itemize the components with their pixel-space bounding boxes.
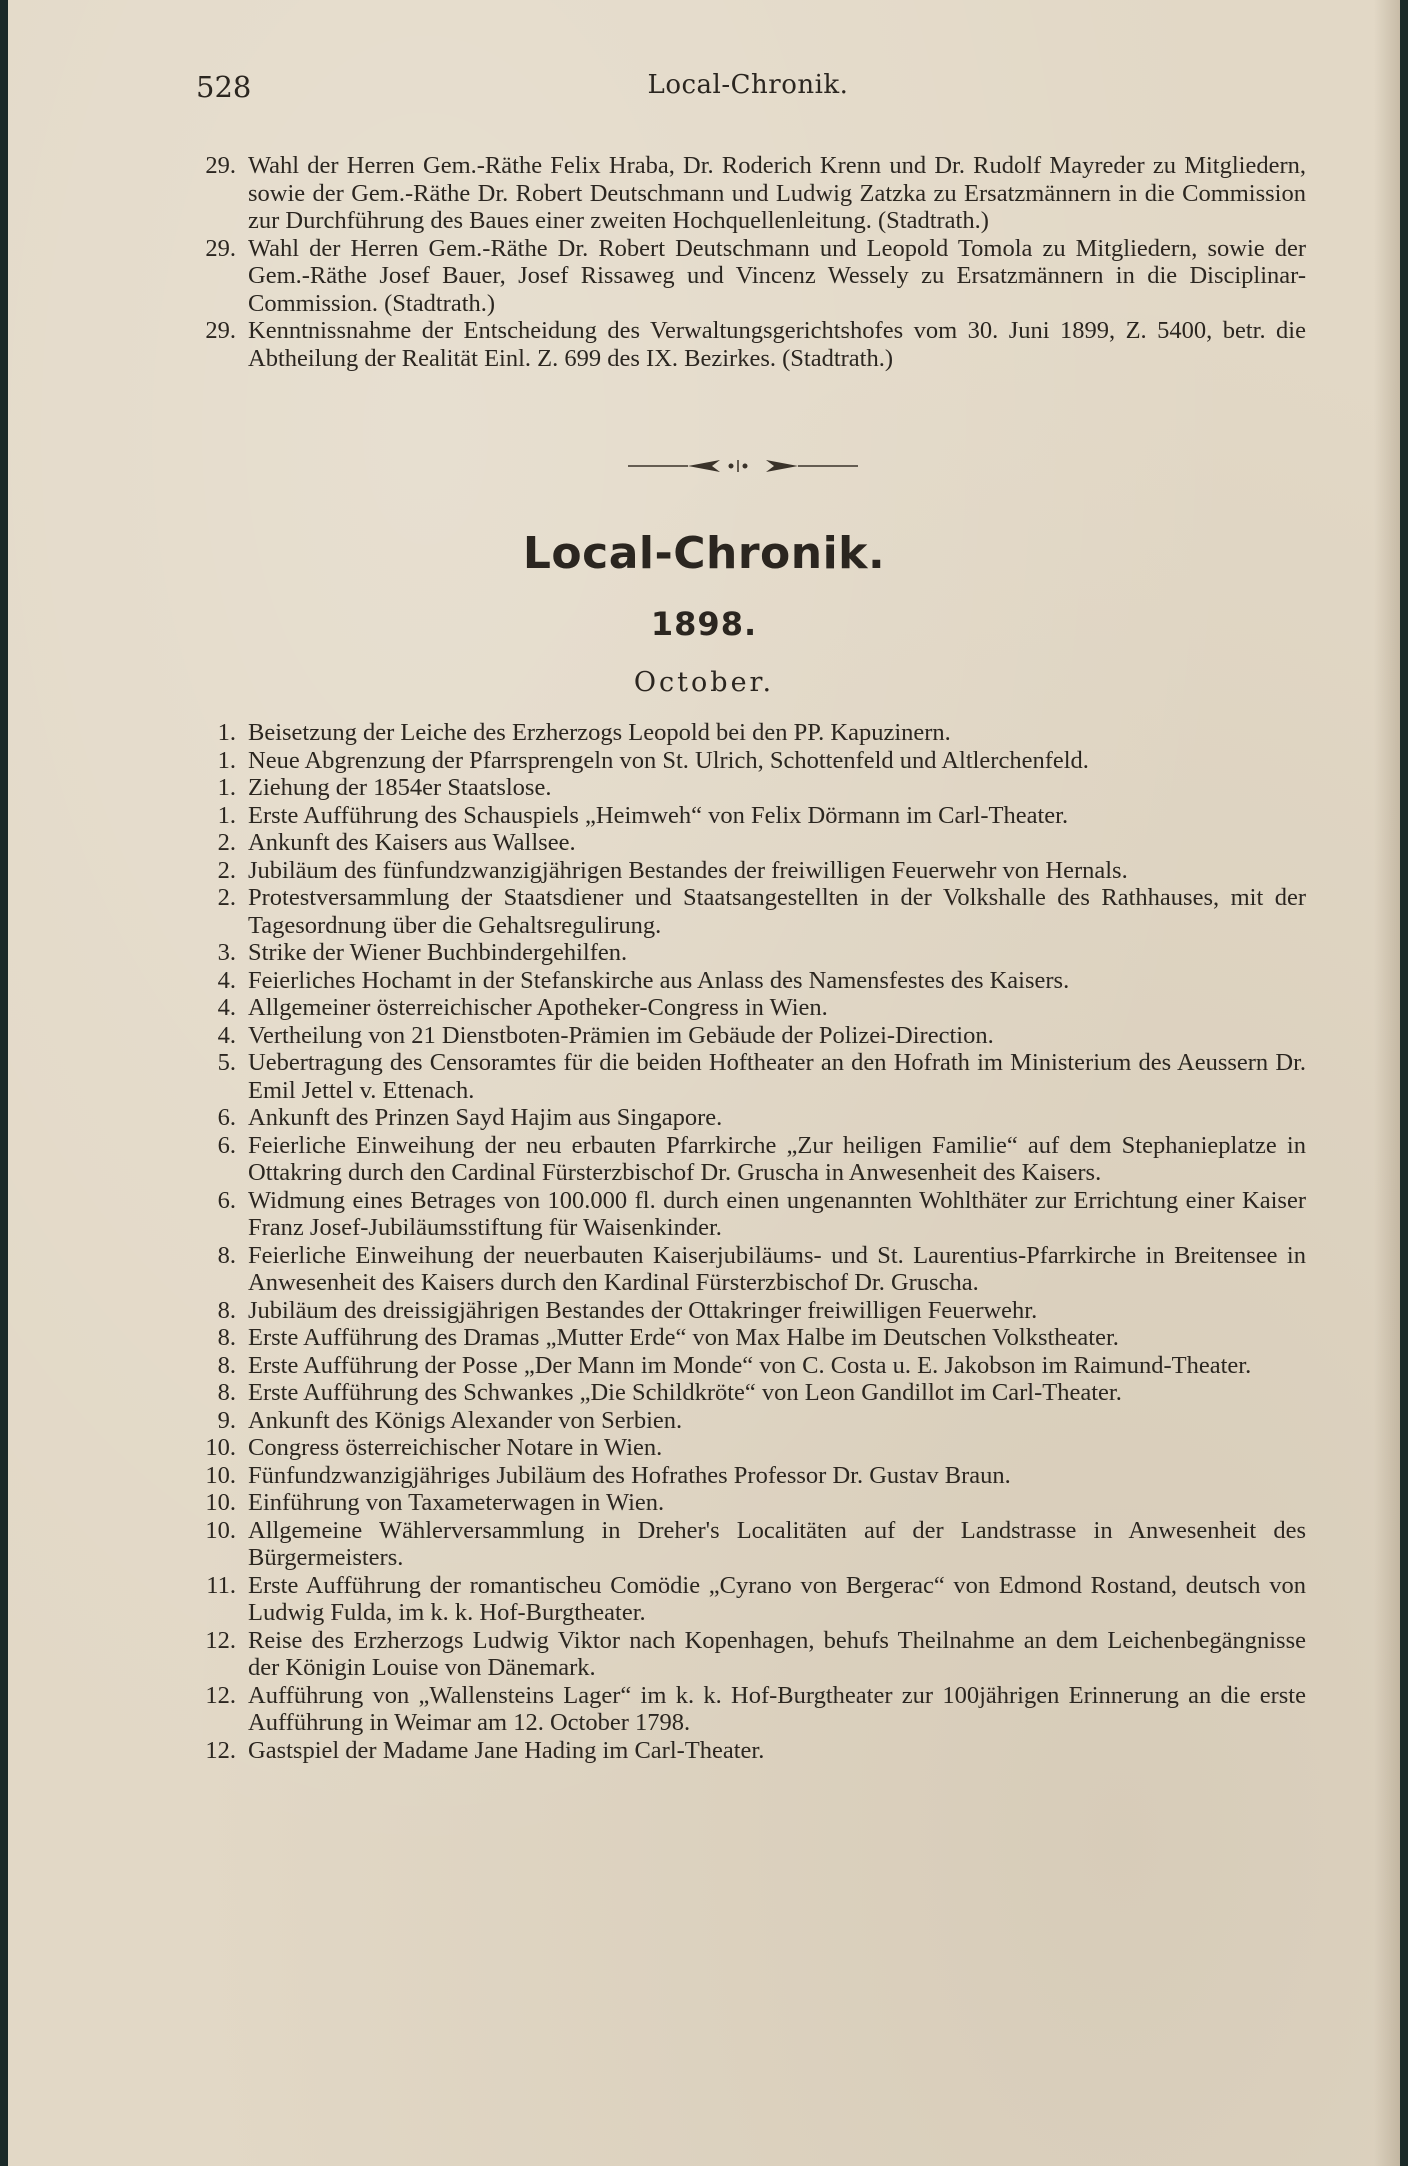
- list-item: [196, 1572, 1306, 1627]
- entry-day: 2.: [217, 829, 236, 856]
- entry-day: 12.: [205, 1736, 236, 1764]
- list-item: [196, 1022, 1306, 1050]
- running-head: [188, 70, 1308, 106]
- entry-day: 10.: [205, 1461, 236, 1489]
- entry-day: 10.: [205, 1489, 236, 1516]
- list-item: [196, 719, 1306, 747]
- list-item: [196, 1517, 1306, 1572]
- entry-day: 6.: [217, 1131, 236, 1159]
- entry-text: Erste Aufführung des Schauspiels „Heimweh“ von Felix Dörmann im Carl-Theater.: [248, 801, 1069, 829]
- list-item: [196, 1132, 1306, 1187]
- entry-text: Wahl der Herren Gem.-Räthe Felix Hraba, Dr. Roderich Krenn und Dr. Rudolf Mayreder zu Mitgliedern, sowie der Gem.-Räthe Dr. Robert Deutschmann und Ludwig Zatzka zu Ersatzmännern in die Commission zur Durchführung des Baues einer zweiten Hochquellenleitung. (Stadtrath.): [248, 152, 1306, 234]
- entry-text: Einführung von Taxameterwagen in Wien.: [248, 1489, 665, 1516]
- entry-text: Aufführung von „Wallensteins Lager“ im k. k. Hof-Burgtheater zur 100jährigen Erinnerung an die erste Aufführung in Weimar am 12. October 1798.: [248, 1681, 1306, 1736]
- entry-day: 1.: [217, 801, 236, 829]
- entry-day: 8.: [217, 1241, 236, 1269]
- entry-text: Ankunft des Königs Alexander von Serbien.: [248, 1406, 683, 1434]
- entry-text: Reise des Erzherzogs Ludwig Viktor nach Kopenhagen, behufs Theilnahme an dem Leichenbegängnisse der Königin Louise von Dänemark.: [248, 1626, 1306, 1681]
- entry-text: Erste Aufführung der Posse „Der Mann im Monde“ von C. Costa u. E. Jakobson im Raimund-Theater.: [248, 1351, 1252, 1379]
- entry-text: Uebertragung des Censoramtes für die beiden Hoftheater an den Hofrath im Ministerium des Aeussern Dr. Emil Jettel v. Ettenach.: [248, 1049, 1306, 1104]
- list-item: [196, 1489, 1306, 1517]
- list-item: [196, 1352, 1306, 1380]
- entry-text: Widmung eines Betrages von 100.000 fl. durch einen ungenannten Wohlthäter zur Errichtung einer Kaiser Franz Josef-Jubiläumsstiftung für Waisenkinder.: [248, 1186, 1306, 1241]
- entry-day: 29.: [205, 152, 236, 179]
- entry-text: Allgemeine Wählerversammlung in Dreher's Localitäten auf der Landstrasse in Anwesenheit des Bürgermeisters.: [248, 1516, 1306, 1571]
- entry-day: 6.: [217, 1104, 236, 1131]
- entry-day: 11.: [206, 1571, 236, 1599]
- entry-day: 1.: [217, 774, 236, 801]
- document-page: [8, 0, 1400, 2166]
- entry-day: 4.: [217, 966, 236, 994]
- list-item: [196, 1682, 1306, 1737]
- page-edge-shadow: [1374, 0, 1400, 2166]
- entry-text: Ziehung der 1854er Staatslose.: [248, 774, 552, 801]
- list-item: [196, 1187, 1306, 1242]
- list-item: [196, 994, 1306, 1022]
- entry-text: Congress österreichischer Notare in Wien.: [248, 1434, 663, 1461]
- chronicle-entries-list: [196, 719, 1306, 1764]
- entry-text: Jubiläum des dreissigjährigen Bestandes der Ottakringer freiwilligen Feuerwehr.: [248, 1296, 1038, 1324]
- entry-day: 8.: [217, 1296, 236, 1324]
- entry-text: Feierliche Einweihung der neu erbauten Pfarrkirche „Zur heiligen Familie“ auf dem Stephanieplatze in Ottakring durch den Cardinal Fürsterzbischof Dr. Gruscha in Anwesenheit des Kaisers.: [248, 1131, 1306, 1186]
- entry-day: 12.: [205, 1626, 236, 1654]
- list-item: [196, 1407, 1306, 1435]
- entry-day: 4.: [217, 994, 236, 1021]
- entry-text: Neue Abgrenzung der Pfarrsprengeln von St. Ulrich, Schottenfeld und Altlerchenfeld.: [248, 746, 1089, 774]
- list-item: [196, 1379, 1306, 1407]
- list-item: [196, 1297, 1306, 1325]
- list-item: [196, 235, 1306, 318]
- list-item: [196, 802, 1306, 830]
- entry-day: 2.: [217, 856, 236, 884]
- list-item: [196, 967, 1306, 995]
- list-item: [196, 939, 1306, 967]
- entry-day: 9.: [217, 1406, 236, 1434]
- list-item: [196, 1434, 1306, 1462]
- list-item: [196, 1242, 1306, 1297]
- entry-day: 1.: [217, 746, 236, 774]
- previous-entries-list: [196, 152, 1306, 372]
- entry-text: Allgemeiner österreichischer Apotheker-Congress in Wien.: [248, 994, 828, 1021]
- entry-text: Erste Aufführung des Schwankes „Die Schildkröte“ von Leon Gandillot im Carl-Theater.: [248, 1379, 1122, 1406]
- entry-day: 5.: [217, 1049, 236, 1076]
- entry-text: Ankunft des Kaisers aus Wallsee.: [248, 829, 576, 856]
- entry-day: 2.: [217, 884, 236, 911]
- entry-text: Feierliches Hochamt in der Stefanskirche aus Anlass des Namensfestes des Kaisers.: [248, 966, 1070, 994]
- section-month: October.: [633, 667, 775, 698]
- entry-day: 29.: [205, 317, 236, 344]
- entry-day: 10.: [205, 1434, 236, 1461]
- entry-day: 8.: [217, 1351, 236, 1379]
- entry-day: 8.: [217, 1379, 236, 1406]
- entry-text: Vertheilung von 21 Dienstboten-Prämien im Gebäude der Polizei-Direction.: [248, 1021, 994, 1049]
- entry-text: Ankunft des Prinzen Sayd Hajim aus Singapore.: [248, 1104, 723, 1131]
- list-item: [196, 829, 1306, 857]
- entry-text: Kenntnissnahme der Entscheidung des Verwaltungsgerichtshofes vom 30. Juni 1899, Z. 5400, betr. die Abtheilung der Realität Einl. Z. 699 des IX. Bezirkes. (Stadtrath.): [248, 317, 1306, 372]
- list-item: [196, 1049, 1306, 1104]
- entry-text: Jubiläum des fünfundzwanzigjährigen Bestandes der freiwilligen Feuerwehr von Hernals.: [248, 856, 1128, 884]
- entry-day: 3.: [217, 939, 236, 966]
- entry-day: 1.: [217, 719, 236, 746]
- list-item: [196, 1462, 1306, 1490]
- list-item: [196, 1737, 1306, 1765]
- entry-text: Wahl der Herren Gem.-Räthe Dr. Robert Deutschmann und Leopold Tomola zu Mitgliedern, sowie der Gem.-Räthe Josef Bauer, Josef Rissaweg und Vincenz Wessely zu Ersatzmännern in die Disciplinar-Commission. (Stadtrath.): [248, 234, 1306, 317]
- list-item: [196, 152, 1306, 235]
- entry-day: 8.: [217, 1324, 236, 1351]
- entry-text: Feierliche Einweihung der neuerbauten Kaiserjubiläums- und St. Laurentius-Pfarrkirche in Breitensee in Anwesenheit des Kaisers durch den Kardinal Fürsterzbischof Dr. Gruscha.: [248, 1241, 1306, 1296]
- entry-text: Beisetzung der Leiche des Erzherzogs Leopold bei den PP. Kapuzinern.: [248, 719, 951, 746]
- list-item: [196, 857, 1306, 885]
- list-item: [196, 774, 1306, 802]
- entry-text: Strike der Wiener Buchbindergehilfen.: [248, 939, 628, 966]
- entry-day: 12.: [205, 1681, 236, 1709]
- list-item: [196, 884, 1306, 939]
- page-number: 528: [196, 70, 252, 104]
- section-year: 1898.: [650, 605, 758, 643]
- list-item: [196, 1324, 1306, 1352]
- section-title: Local-Chronik.: [522, 528, 886, 579]
- list-item: [196, 747, 1306, 775]
- entry-text: Fünfundzwanzigjähriges Jubiläum des Hofrathes Professor Dr. Gustav Braun.: [248, 1461, 1011, 1489]
- list-item: [196, 1627, 1306, 1682]
- entry-text: Erste Aufführung der romantischeu Comödie „Cyrano von Bergerac“ von Edmond Rostand, deutsch von Ludwig Fulda, im k. k. Hof-Burgtheater.: [248, 1571, 1306, 1626]
- entry-text: Gastspiel der Madame Jane Hading im Carl-Theater.: [248, 1736, 765, 1764]
- entry-text: Erste Aufführung des Dramas „Mutter Erde“ von Max Halbe im Deutschen Volkstheater.: [248, 1324, 1119, 1351]
- list-item: [196, 1104, 1306, 1132]
- running-title: Local-Chronik.: [647, 70, 849, 100]
- ornament-divider-icon: [628, 452, 858, 480]
- entry-day: 29.: [205, 234, 236, 262]
- entry-day: 6.: [217, 1186, 236, 1214]
- entry-text: Protestversammlung der Staatsdiener und Staatsangestellten in der Volkshalle des Rathhauses, mit der Tagesordnung über die Gehaltsregulirung.: [248, 884, 1306, 939]
- entry-day: 10.: [205, 1516, 236, 1544]
- entry-day: 4.: [217, 1021, 236, 1049]
- list-item: [196, 317, 1306, 372]
